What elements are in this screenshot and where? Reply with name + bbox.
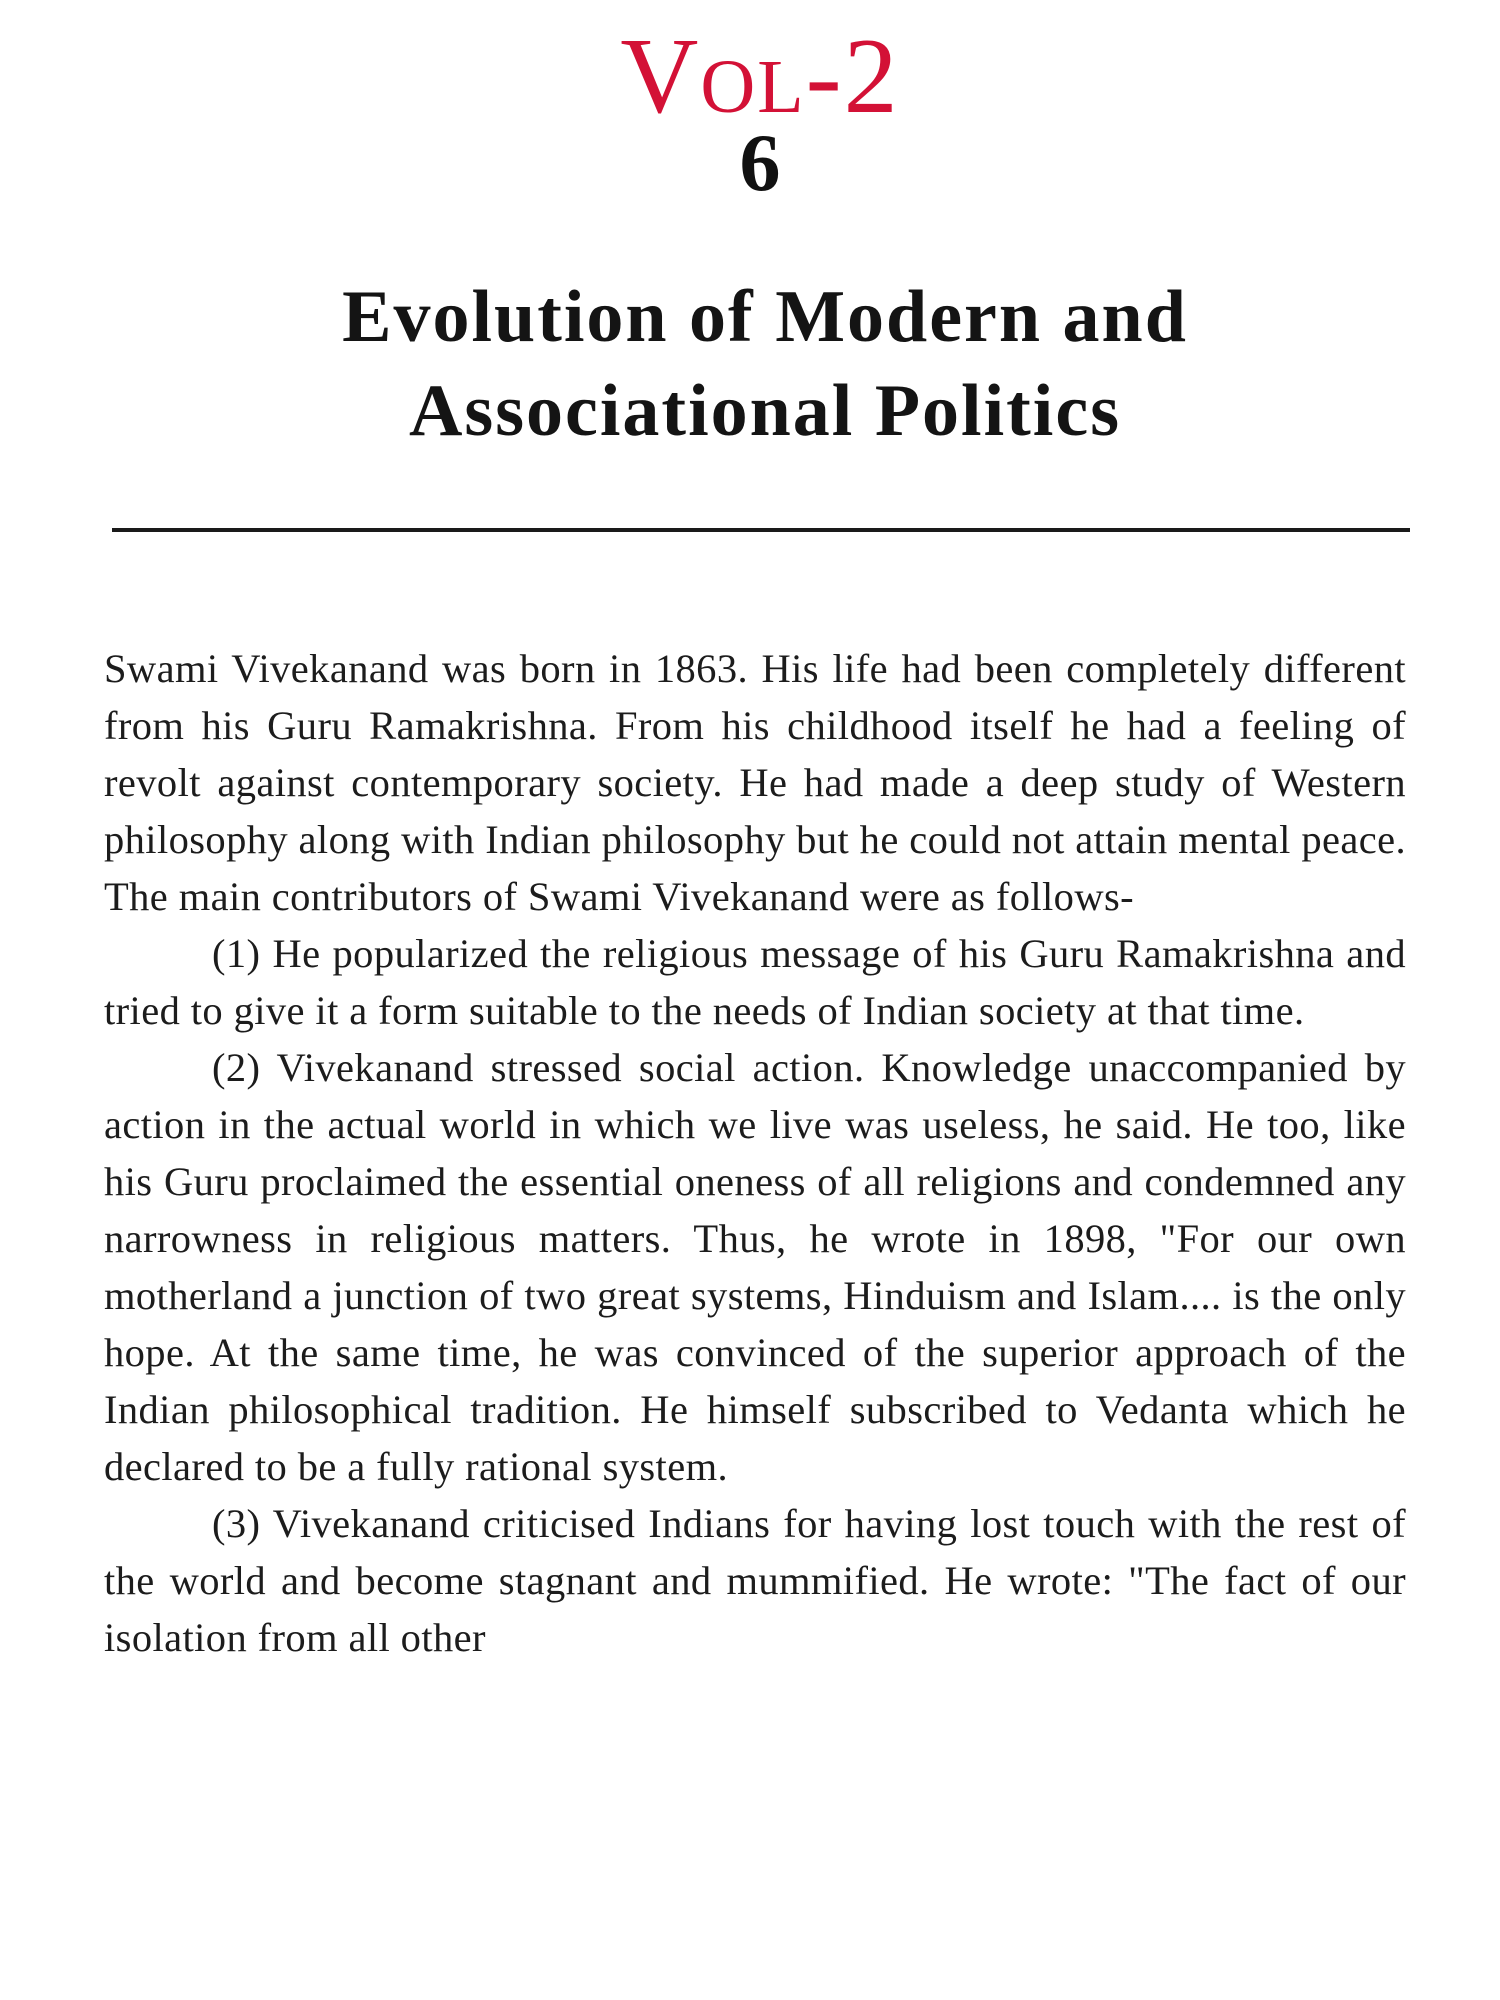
chapter-title: Evolution of Modern and Associational Politics: [342, 276, 1188, 452]
title-divider: [112, 528, 1410, 532]
volume-label: Vol-2: [620, 17, 900, 136]
chapter-body: [104, 640, 1406, 1666]
chapter-number: 6: [739, 117, 781, 208]
paragraph-point-2: (2) Vivekanand stressed social action. Knowledge unaccompanied by action in the actual world in which we live was useless, he said. He too, like his Guru proclaimed the essential oneness of all religions and condemned any narrowness in religious matters. Thus, he wrote in 1898, "For our own motherland a junction of two great systems, Hinduism and Islam.... is the only hope. At the same time, he was convinced of the superior approach of the Indian philosophical tradition. He himself subscribed to Vedanta which he declared to be a fully rational system.: [104, 1045, 1406, 1489]
paragraph-intro: Swami Vivekanand was born in 1863. His life had been completely different from his Guru Ramakrishna. From his childhood itself he had a feeling of revolt against contemporary society. He had made a deep study of Western philosophy along with Indian philosophy but he could not attain mental peace. The main contributors of Swami Vivekanand were as follows-: [104, 646, 1406, 919]
paragraph-point-3: (3) Vivekanand criticised Indians for having lost touch with the rest of the world and become stagnant and mummified. He wrote: "The fact of our isolation from all other: [104, 1501, 1406, 1660]
paragraph-point-1: (1) He popularized the religious message of his Guru Ramakrishna and tried to give it a form suitable to the needs of Indian society at that time.: [104, 931, 1406, 1033]
